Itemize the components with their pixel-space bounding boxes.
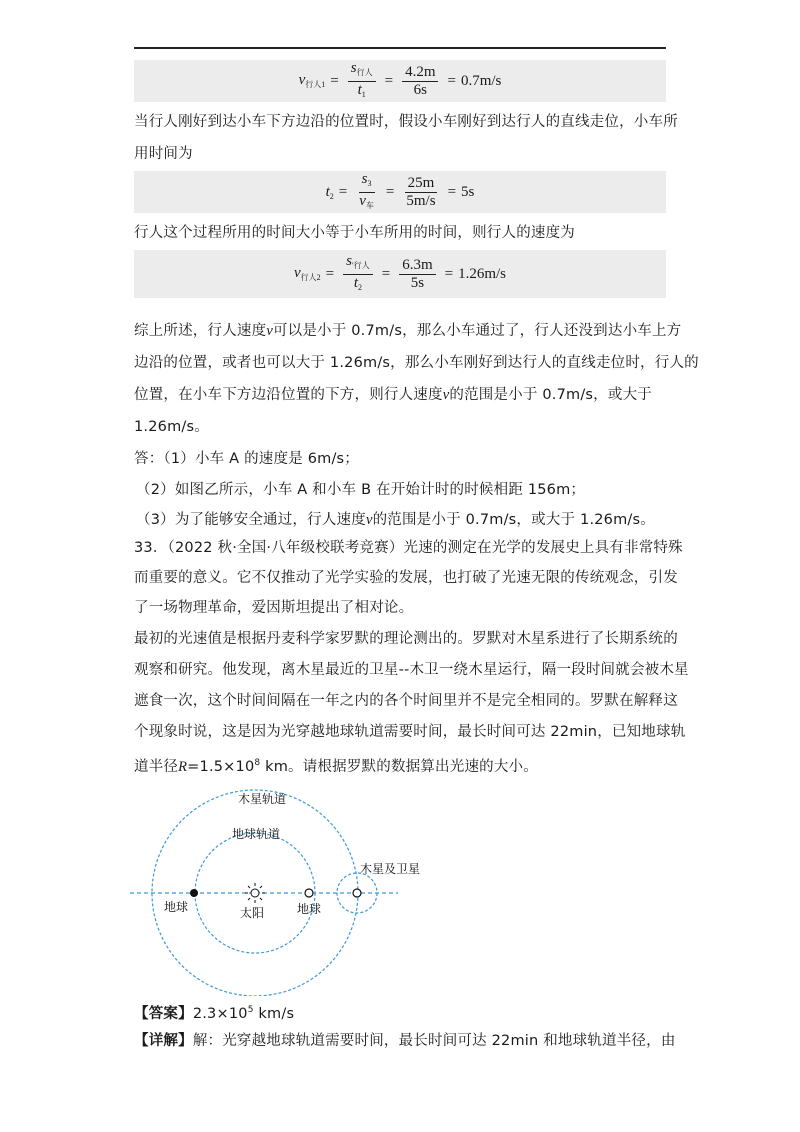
paragraph-line: 当行人刚好到达小车下方边沿的位置时，假设小车刚好到达行人的直线走位，小车所 (134, 114, 678, 130)
equation-box-3 (134, 250, 666, 298)
question-33-line-5: 观察和研究。他发现，离木星最近的卫星--木卫一绕木星运行，隔一段时间就会被木星 (134, 662, 689, 678)
question-33-line-8: 道半径$R=1.5\times 10^8$ km。请根据罗默的数据算出光速的大小。 (134, 758, 538, 775)
sun-label: 太阳 (240, 906, 265, 920)
question-33-line-4: 最初的光速值是根据丹麦科学家罗默的理论测出的。罗默对木星系进行了长期系统的 (134, 631, 678, 647)
equation-box-1 (134, 60, 666, 102)
paragraph-line: 行人这个过程所用的时间大小等于小车所用的时间，则行人的速度为 (134, 225, 575, 241)
jupiter-sat-label: 木星及卫星 (360, 862, 421, 876)
eq1-result: 0.7m/s (460, 72, 502, 89)
earth-right-label: 地球 (297, 902, 322, 916)
earth-left-label: 地球 (164, 900, 189, 914)
eq3-result: 1.26m/s (458, 265, 507, 282)
paragraph-line: 用时间为 (134, 146, 193, 162)
equation-2: $t_2$ = $\frac{s_3}{v_车}$ = $\frac{25m}{5m/s}$ = 5s (325, 170, 475, 210)
earth-left-dot (190, 889, 198, 897)
orbit-diagram (0, 776, 800, 996)
summary-line-2: 边沿的位置，或者也可以大于 1.26m/s，那么小车刚好到达行人的直线走位时，行人的 (134, 355, 699, 371)
header-rule (134, 47, 666, 49)
sun-icon (245, 883, 265, 903)
equation-box-2 (134, 171, 666, 213)
answer-2: （2）如图乙所示，小车 A 和小车 B 在开始计时的时候相距 156m； (136, 482, 586, 498)
question-33-line-7: 个现象时说，这是因为光穿越地球轨道需要时间，最长时间可达 22min，已知地球轨 (134, 724, 686, 740)
answer-line: 【答案】$2.3\times 10^5$ km/s (134, 1005, 295, 1022)
summary-line-4: 1.26m/s。 (134, 419, 209, 435)
question-33-line-3: 了一场物理革命，爱因斯坦提出了相对论。 (134, 600, 414, 616)
answer-3: （3）为了能够安全通过，行人速度v的范围是小于 0.7m/s，或大于 1.26m/s。 (136, 512, 655, 528)
question-33-line-6: 遮食一次，这个时间间隔在一年之内的各个时间里并不是完全相同的。罗默在解释这 (134, 693, 678, 709)
eq2-result: 5s (461, 183, 475, 200)
summary-line-3: 位置，在小车下方边沿位置的下方，则行人速度v的范围是小于 0.7m/s，或大于 (134, 387, 652, 403)
question-33-line-2: 而重要的意义。它不仅推动了光学实验的发展，也打破了光速无限的传统观念，引发 (134, 570, 678, 586)
earth-orbit-label: 地球轨道 (232, 827, 281, 841)
jupiter-orbit-label: 木星轨道 (238, 792, 287, 806)
answer-1: 答：（1）小车 A 的速度是 6m/s； (134, 451, 360, 467)
jupiter-dot (353, 889, 361, 897)
summary-line-1: 综上所述，行人速度v可以是小于 0.7m/s，那么小车通过了，行人还没到达小车上方 (134, 323, 682, 339)
question-33-line-1: 33．（2022 秋·全国·八年级校联考竞赛）光速的测定在光学的发展史上具有非常特殊 (134, 540, 683, 556)
equation-1: $v_{行人1}$ = $\frac{s_{行人}}{t_1}$ = $\frac{4.2m}{6s}$ = 0.7m/s (298, 59, 502, 99)
earth-right-dot (305, 889, 313, 897)
equation-3: $v_{行人2}$ = $\frac{s_{'行人}}{t_2}$ = $\frac{6.3m}{5s}$ = 1.26m/s (293, 252, 507, 292)
detail-line: 【详解】解：光穿越地球轨道需要时间，最长时间可达 22min 和地球轨道半径，由 (134, 1033, 676, 1049)
